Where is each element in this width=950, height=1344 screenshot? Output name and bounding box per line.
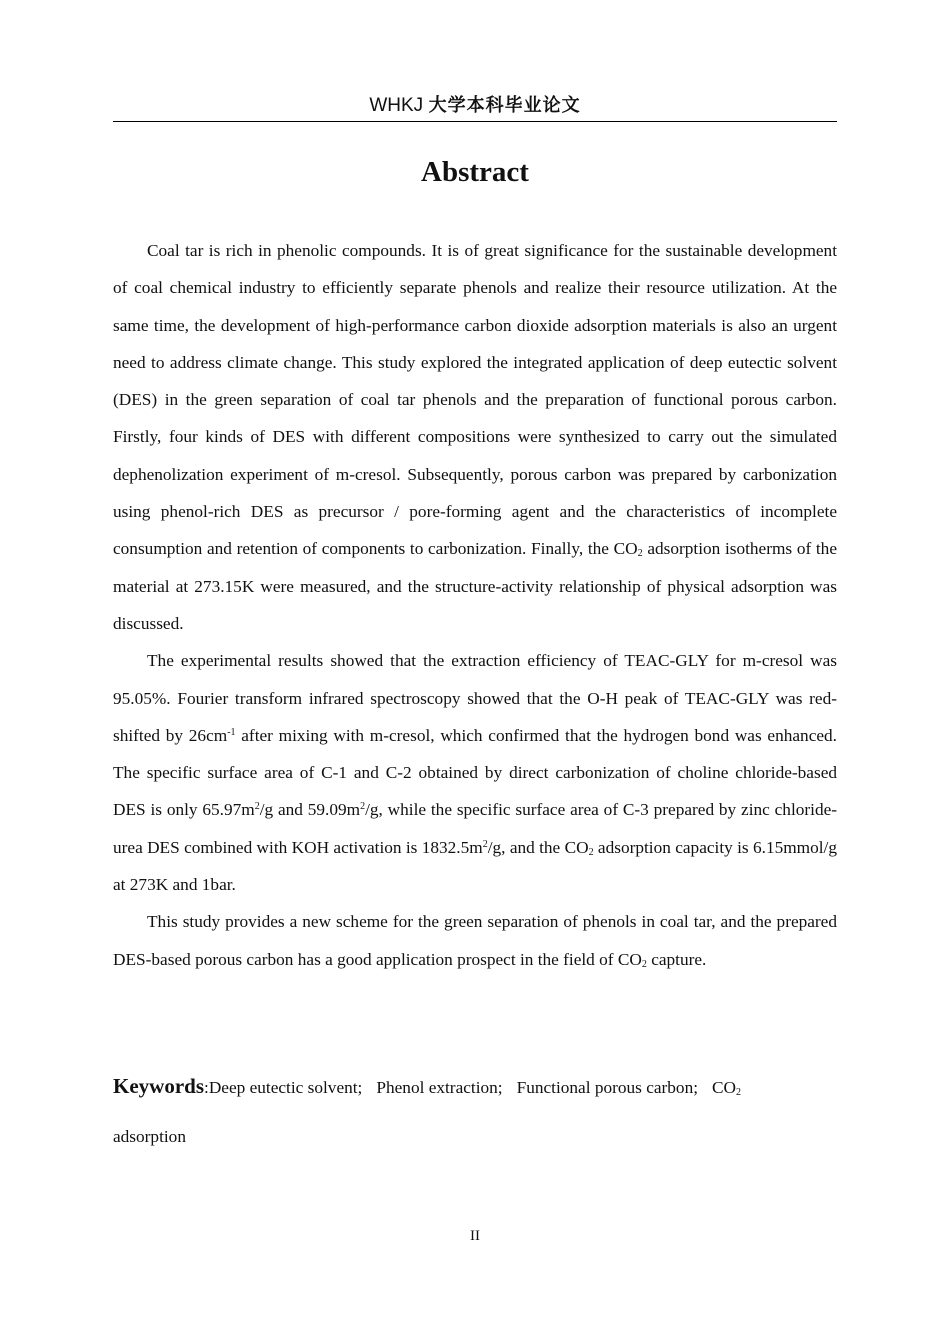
keyword-4-sub: 2 — [736, 1087, 742, 1098]
p2-text-d: /g, while the specific surface area of C-3 prepared by zinc chloride-urea DES combined with KOH activation is 1832.5m — [113, 800, 838, 857]
abstract-paragraph-2 — [113, 642, 837, 903]
keyword-4-adsorption: adsorption — [113, 1127, 186, 1146]
p2-text-c: /g and 59.09m — [259, 800, 361, 820]
keywords-colon: : — [204, 1078, 209, 1097]
p2-sup-4: 2 — [482, 838, 488, 850]
p2-text-e: /g, and the CO — [487, 837, 589, 857]
p2-text-f: adsorption capacity is 6.15mmol/g at 273K and 1bar. — [113, 837, 837, 895]
p2-sup-2: 2 — [254, 801, 260, 813]
abstract-body — [113, 232, 837, 978]
keyword-1: Deep eutectic solvent; — [208, 1078, 363, 1097]
p2-text-a: The experimental results showed that the extraction efficiency of TEAC-GLY for m-cresol was 95.05%. Fourier transform infrared spectroscopy showed that the O-H peak of TEAC-GLY was red-shifted by 26cm — [113, 651, 837, 745]
keyword-2: Phenol extraction; — [376, 1078, 503, 1097]
p1-sub-2: 2 — [637, 548, 643, 560]
running-header — [113, 92, 837, 122]
p3-sub-2: 2 — [641, 958, 647, 970]
header-latin: WHKJ — [369, 95, 424, 116]
p3-text-b: capture. — [646, 949, 707, 969]
p3-text-a: This study provides a new scheme for the green separation of phenols in coal tar, and the prepared DES-based porous carbon has a good application prospect in the field of CO — [113, 912, 837, 969]
keywords-line — [113, 1062, 837, 1161]
keyword-4-co: CO — [712, 1078, 737, 1097]
p2-sub-2: 2 — [588, 846, 594, 858]
page-title: Abstract — [421, 156, 529, 188]
abstract-paragraph-3 — [113, 903, 837, 978]
page-number: II — [470, 1228, 480, 1244]
p1-text-a: Coal tar is rich in phenolic compounds. It is of great significance for the sustainable development of coal chemical industry to efficiently separate phenols and realize their resource utilization. At the same time, the development of high-performance carbon dioxide adsorption materials is also an urgent need to address climate change. This study explored the integrated application of deep eutectic solvent (DES) in the green separation of coal tar phenols and the preparation of functional porous carbon. Firstly, four kinds of DES with different compositions were synthesized to carry out the simulated dephenolization experiment of m-cresol. Subsequently, porous carbon was prepared by carbonization using phenol-rich DES as precursor / pore-forming agent and the characteristics of incomplete consumption and retention of components to carbonization. Finally, the CO — [113, 241, 837, 559]
p2-sup-1: -1 — [227, 726, 236, 738]
p2-sup-3: 2 — [360, 801, 366, 813]
keyword-3: Functional porous carbon; — [516, 1078, 699, 1097]
p2-text-b: after mixing with m-cresol, which confirmed that the hydrogen bond was enhanced. The specific surface area of C-1 and C-2 obtained by direct carbonization of choline chloride-based DES is only 65.97m — [113, 725, 837, 820]
header-cjk: 大学本科毕业论文 — [428, 95, 581, 116]
p1-text-b: adsorption isotherms of the material at 273.15K were measured, and the structure-activity relationship of physical adsorption was discussed. — [113, 539, 837, 633]
abstract-paragraph-1 — [113, 232, 837, 642]
keywords-label: Keywords — [113, 1074, 204, 1098]
